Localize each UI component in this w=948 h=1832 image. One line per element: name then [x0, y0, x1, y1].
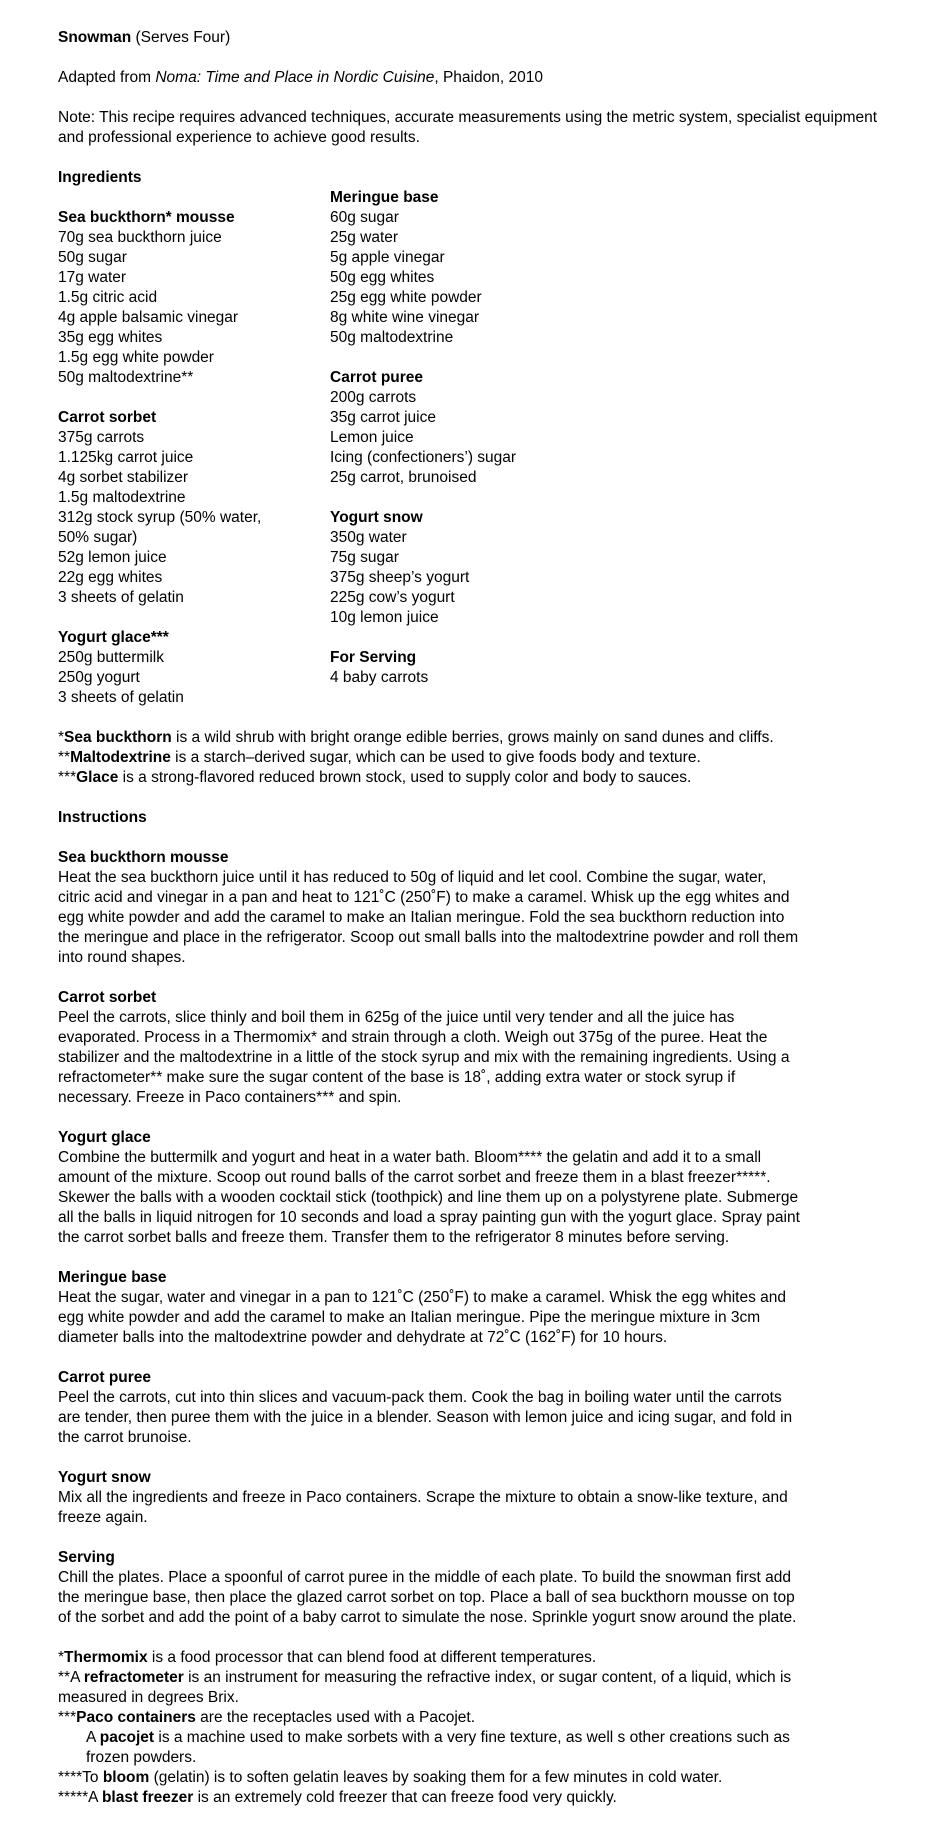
ingredient-item: 1.5g egg white powder: [58, 349, 214, 366]
glossary-term: refractometer: [83, 1669, 184, 1686]
glossary-prefix: **A: [58, 1669, 84, 1686]
step-text-line: refractometer** make sure the sugar content of the base is 18˚, adding extra water or stock syrup if: [58, 1069, 736, 1086]
glossary-prefix: *****A: [58, 1789, 102, 1806]
source-credit: Adapted from Noma: Time and Place in Nordic Cuisine, Phaidon, 2010: [58, 69, 543, 86]
glossary-entry: [58, 1768, 898, 1788]
step-text-line: the carrot brunoise.: [58, 1429, 192, 1446]
glossary-term: Sea buckthorn: [64, 729, 172, 746]
ingredient-item: 8g white wine vinegar: [330, 309, 480, 326]
ingredient-item: 200g carrots: [330, 389, 417, 406]
ingredient-item: 50g sugar: [58, 249, 127, 266]
ingredient-item: 70g sea buckthorn juice: [58, 229, 222, 246]
step-text-line: Peel the carrots, cut into thin slices and vacuum-pack them. Cook the bag in boiling water until the carrots: [58, 1389, 782, 1406]
glossary-prefix: ***: [58, 1709, 77, 1726]
ingredients-left-column: [58, 168, 330, 708]
ingredient-group-heading: Yogurt snow: [330, 509, 423, 526]
ingredient-item: 50% sugar): [58, 529, 138, 546]
ingredient-item: 4 baby carrots: [330, 669, 429, 686]
glossary-term: Glace: [76, 769, 119, 786]
ingredient-item: 312g stock syrup (50% water,: [58, 509, 262, 526]
glossary-definition: (gelatin) is to soften gelatin leaves by soaking them for a few minutes in cold water.: [149, 1769, 723, 1786]
step-text-line: amount of the mixture. Scoop out round balls of the carrot sorbet and freeze them in a blast freezer*****.: [58, 1169, 771, 1186]
ingredient-item: 35g egg whites: [58, 329, 163, 346]
ingredients-section: [58, 168, 898, 708]
step-text-line: Skewer the balls with a wooden cocktail stick (toothpick) and line them up on a polystyrene plate. Submerge: [58, 1189, 799, 1206]
ingredient-item: 225g cow’s yogurt: [330, 589, 455, 606]
ingredient-group-heading: Carrot sorbet: [58, 409, 157, 426]
glossary-prefix: ***: [58, 769, 77, 786]
spacer: [58, 968, 898, 988]
step-text-line: egg white powder and add the caramel to make an Italian meringue. Pipe the meringue mixture in 3cm: [58, 1309, 761, 1326]
step-heading: Yogurt snow: [58, 1469, 151, 1486]
ingredient-item: 4g apple balsamic vinegar: [58, 309, 239, 326]
spacer: [58, 1448, 898, 1468]
glossary-entry: [58, 1788, 898, 1808]
ingredient-item: 50g egg whites: [330, 269, 435, 286]
ingredient-item: 1.125kg carrot juice: [58, 449, 194, 466]
glossary-definition: is an instrument for measuring the refractive index, or sugar content, of a liquid, which is: [183, 1669, 792, 1686]
glossary-definition: is a food processor that can blend food at different temperatures.: [147, 1649, 597, 1666]
spacer: [58, 188, 330, 208]
step-text-line: the meringue base, then place the glazed carrot sorbet on top. Place a ball of sea buckthorn mousse on top: [58, 1589, 795, 1606]
ingredient-item: 375g carrots: [58, 429, 145, 446]
step-text-line: Mix all the ingredients and freeze in Paco containers. Scrape the mixture to obtain a snow-like texture, and: [58, 1489, 788, 1506]
glossary-prefix: **: [58, 749, 71, 766]
ingredient-group-heading: For Serving: [330, 649, 417, 666]
step-heading: Carrot puree: [58, 1369, 152, 1386]
glossary-entry: [58, 748, 898, 768]
glossary-term: bloom: [102, 1769, 150, 1786]
glossary-prefix: measured in degrees Brix.: [58, 1689, 239, 1706]
ingredient-item: Icing (confectioners’) sugar: [330, 449, 517, 466]
ingredient-item: 50g maltodextrine**: [58, 369, 194, 386]
step-text-line: stabilizer and the maltodextrine in a little of the stock syrup and mix with the remaining ingredients. Using a: [58, 1049, 790, 1066]
ingredient-glossary: [58, 728, 898, 788]
instructions-heading: Instructions: [58, 809, 147, 826]
spacer: [330, 488, 730, 508]
glossary-definition: is a machine used to make sorbets with a very fine texture, as well s other creations such as: [154, 1729, 790, 1746]
glossary-entry: [58, 1688, 898, 1708]
glossary-term: blast freezer: [101, 1789, 194, 1806]
ingredient-item: 1.5g maltodextrine: [58, 489, 186, 506]
ingredient-item: 25g water: [330, 229, 399, 246]
spacer: [330, 348, 730, 368]
glossary-definition: is a strong-flavored reduced brown stock, used to supply color and body to sauces.: [118, 769, 692, 786]
ingredient-group-heading: Carrot puree: [330, 369, 424, 386]
step-heading: Meringue base: [58, 1269, 167, 1286]
glossary-term: Thermomix: [64, 1649, 148, 1666]
step-text-line: freeze again.: [58, 1509, 148, 1526]
glossary-prefix: ****To: [58, 1769, 103, 1786]
glossary-entry: [58, 1728, 898, 1748]
ingredient-item: 5g apple vinegar: [330, 249, 445, 266]
ingredient-item: 250g yogurt: [58, 669, 140, 686]
spacer: [58, 828, 898, 848]
ingredient-item: 375g sheep’s yogurt: [330, 569, 470, 586]
ingredient-item: 25g carrot, brunoised: [330, 469, 477, 486]
glossary-entry: [58, 1668, 898, 1688]
step-heading: Serving: [58, 1549, 115, 1566]
step-text-line: Peel the carrots, slice thinly and boil them in 625g of the juice until very tender and all the juice has: [58, 1009, 735, 1026]
glossary-definition: are the receptacles used with a Pacojet.: [195, 1709, 476, 1726]
recipe-title: Snowman (Serves Four): [58, 29, 231, 46]
glossary-prefix: A: [86, 1729, 100, 1746]
step-text-line: Chill the plates. Place a spoonful of carrot puree in the middle of each plate. To build the snowman first add: [58, 1569, 791, 1586]
equipment-glossary: [58, 1648, 898, 1808]
glossary-entry: [58, 1708, 898, 1728]
step-text-line: diameter balls into the maltodextrine powder and dehydrate at 72˚C (162˚F) for 10 hours.: [58, 1329, 668, 1346]
spacer: [58, 608, 330, 628]
spacer: [58, 388, 330, 408]
step-text-line: citric acid and vinegar in a pan and heat to 121˚C (250˚F) to make a caramel. Whisk up the egg whites and: [58, 889, 790, 906]
glossary-definition: is a starch–derived sugar, which can be used to give foods body and texture.: [170, 749, 701, 766]
glossary-entry: [58, 1648, 898, 1668]
step-text-line: of the sorbet and add the point of a baby carrot to simulate the nose. Sprinkle yogurt snow around the plate.: [58, 1609, 797, 1626]
glossary-entry: [58, 768, 898, 788]
glossary-entry: [58, 1748, 898, 1768]
step-text-line: all the balls in liquid nitrogen for 10 seconds and load a spray painting gun with the yogurt glace. Spray paint: [58, 1209, 800, 1226]
ingredients-right-column: [330, 168, 730, 708]
ingredient-item: 250g buttermilk: [58, 649, 164, 666]
ingredient-item: 3 sheets of gelatin: [58, 689, 184, 706]
step-heading: Yogurt glace: [58, 1129, 151, 1146]
ingredient-item: 350g water: [330, 529, 407, 546]
ingredient-item: 60g sugar: [330, 209, 399, 226]
ingredient-item: 17g water: [58, 269, 127, 286]
glossary-definition: is a wild shrub with bright orange edible berries, grows mainly on sand dunes and cliffs.: [171, 729, 774, 746]
step-text-line: are tender, then puree them with the juice in a blender. Season with lemon juice and icing sugar, and fold in: [58, 1409, 793, 1426]
ingredient-item: 25g egg white powder: [330, 289, 482, 306]
glossary-definition: is an extremely cold freezer that can freeze food very quickly.: [193, 1789, 617, 1806]
step-text-line: into round shapes.: [58, 949, 186, 966]
step-text-line: the carrot sorbet balls and freeze them. Transfer them to the refrigerator 8 minutes before serving.: [58, 1229, 730, 1246]
spacer: [58, 1348, 898, 1368]
ingredient-group-heading: Yogurt glace***: [58, 629, 169, 646]
recipe-note: Note: This recipe requires advanced techniques, accurate measurements using the metric system, specialist equipment and professional experience to achieve good results.: [58, 109, 878, 146]
ingredient-item: 75g sugar: [330, 549, 399, 566]
step-text-line: necessary. Freeze in Paco containers*** and spin.: [58, 1089, 402, 1106]
spacer: [58, 1248, 898, 1268]
spacer: [58, 1628, 898, 1648]
ingredient-item: 1.5g citric acid: [58, 289, 158, 306]
ingredient-item: 52g lemon juice: [58, 549, 167, 566]
spacer: [58, 1108, 898, 1128]
ingredient-group-heading: Sea buckthorn* mousse: [58, 209, 235, 226]
instructions-steps: [58, 828, 898, 1648]
ingredient-item: 22g egg whites: [58, 569, 163, 586]
glossary-prefix: *: [58, 1649, 65, 1666]
step-text-line: the meringue and place in the refrigerator. Scoop out small balls into the maltodextrine powder and roll them: [58, 929, 799, 946]
ingredient-group-heading: Meringue base: [330, 189, 439, 206]
step-text-line: Heat the sea buckthorn juice until it has reduced to 50g of liquid and let cool. Combine the sugar, water,: [58, 869, 767, 886]
ingredient-item: 50g maltodextrine: [330, 329, 454, 346]
step-text-line: evaporated. Process in a Thermomix* and strain through a cloth. Weigh out 375g of the puree. Heat the: [58, 1029, 768, 1046]
spacer: [330, 628, 730, 648]
step-heading: Sea buckthorn mousse: [58, 849, 229, 866]
ingredient-item: 3 sheets of gelatin: [58, 589, 184, 606]
ingredient-item: 4g sorbet stabilizer: [58, 469, 189, 486]
ingredient-item: Lemon juice: [330, 429, 414, 446]
glossary-term: pacojet: [99, 1729, 155, 1746]
glossary-prefix: *: [58, 729, 65, 746]
glossary-entry: [58, 728, 898, 748]
glossary-term: Maltodextrine: [70, 749, 171, 766]
ingredient-item: 10g lemon juice: [330, 609, 439, 626]
glossary-prefix: frozen powders.: [86, 1749, 197, 1766]
step-text-line: Combine the buttermilk and yogurt and heat in a water bath. Bloom**** the gelatin and add it to a small: [58, 1149, 762, 1166]
step-text-line: egg white powder and add the caramel to make an Italian meringue. Fold the sea buckthorn reduction into: [58, 909, 785, 926]
step-text-line: Heat the sugar, water and vinegar in a pan to 121˚C (250˚F) to make a caramel. Whisk the egg whites and: [58, 1289, 787, 1306]
step-heading: Carrot sorbet: [58, 989, 157, 1006]
glossary-term: Paco containers: [76, 1709, 196, 1726]
spacer: [58, 1528, 898, 1548]
ingredient-item: 35g carrot juice: [330, 409, 436, 426]
ingredients-heading: Ingredients: [58, 169, 142, 186]
